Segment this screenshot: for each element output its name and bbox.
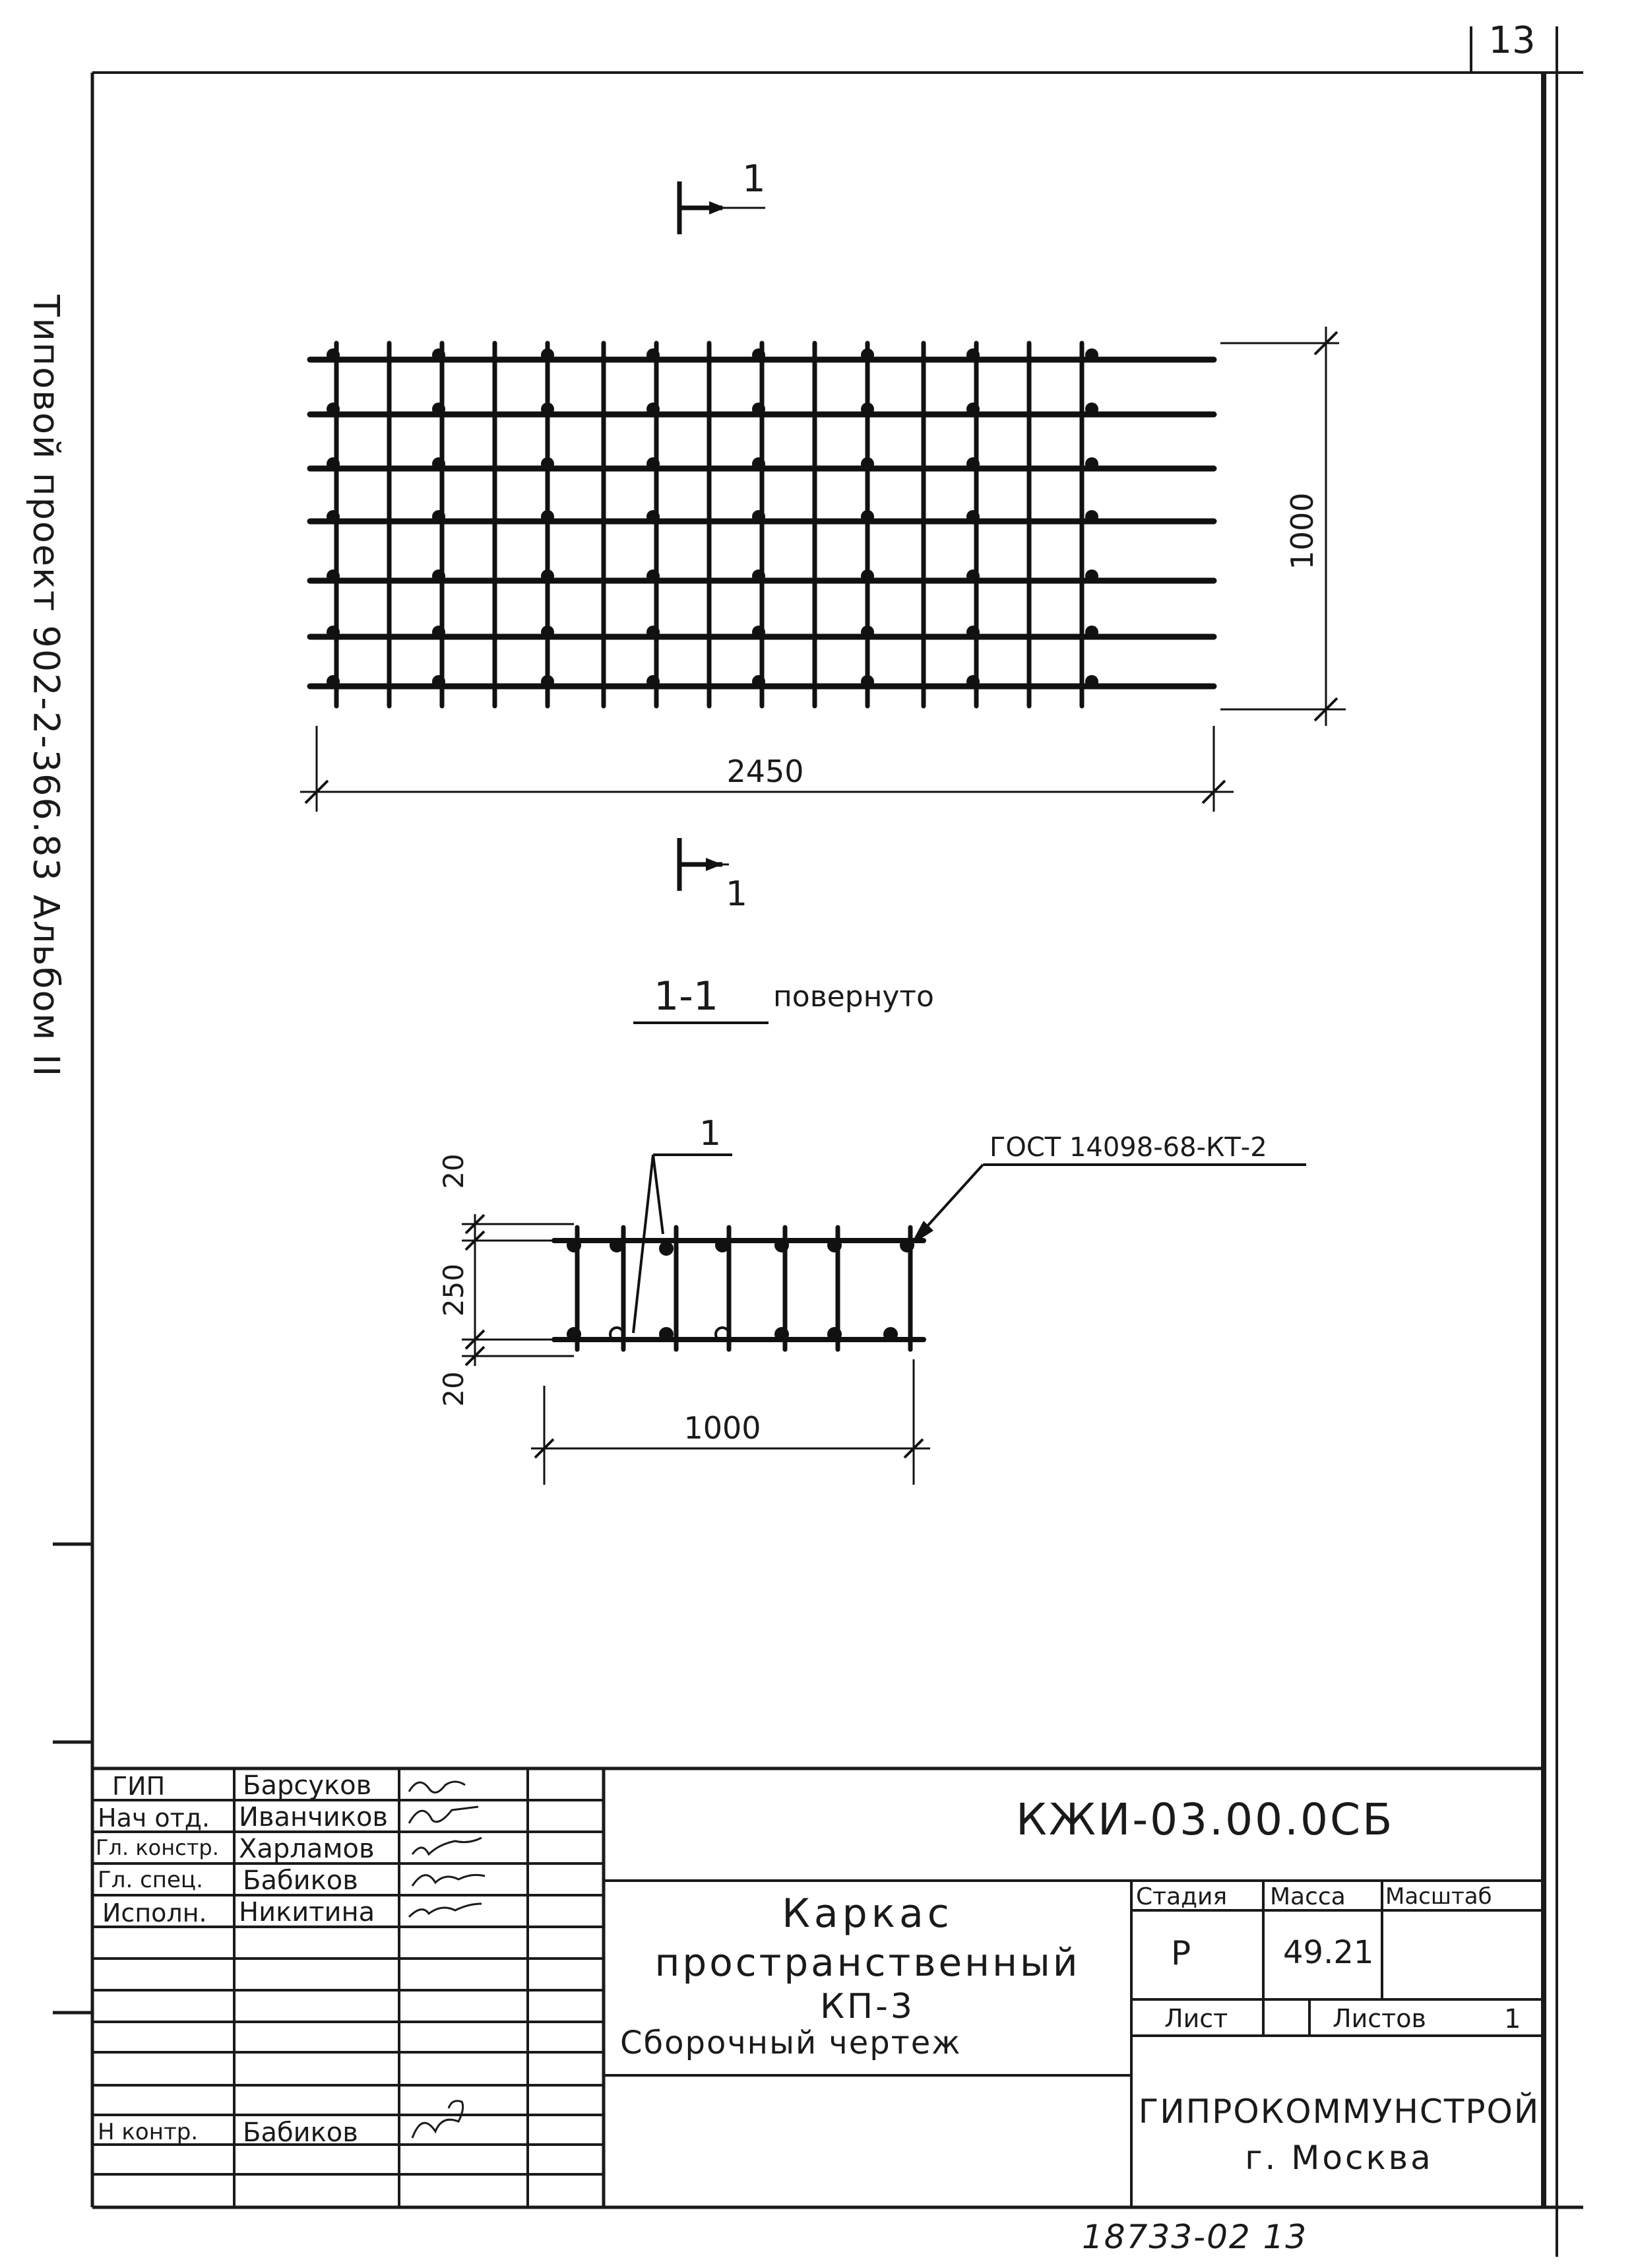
section-dimension-top: 20 bbox=[437, 1153, 470, 1189]
section-mark-bottom-label: 1 bbox=[726, 874, 748, 914]
signature-name: Никитина bbox=[239, 1897, 375, 1928]
title-line-3: КП-3 bbox=[820, 1987, 915, 2026]
section-callout-gost bbox=[910, 1165, 1306, 1245]
organization-name: ГИПРОКОММУНСТРОЙ bbox=[1138, 2092, 1540, 2131]
plan-dimension-length-value: 2450 bbox=[726, 754, 804, 789]
plan-dimension-width-value: 1000 bbox=[1284, 492, 1320, 570]
section-callout-item-label: 1 bbox=[699, 1114, 722, 1153]
section-dimension-vertical bbox=[462, 1214, 574, 1366]
bottom-stamp: 18733-02 13 bbox=[1082, 2218, 1308, 2256]
section-dimension-middle: 250 bbox=[437, 1263, 470, 1317]
document-code: КЖИ-03.00.0СБ bbox=[1016, 1794, 1395, 1845]
side-stamp: Типовой проект 902-2-366.83 Альбом II bbox=[25, 294, 67, 1078]
organization-city: г. Москва bbox=[1245, 2139, 1433, 2177]
title-line-2: пространственный bbox=[654, 1940, 1081, 1985]
section-mark-top-label: 1 bbox=[742, 158, 766, 201]
stage-value: Р bbox=[1171, 1934, 1191, 1972]
header-mass: Масса bbox=[1270, 1883, 1346, 1910]
signature-role: Н контр. bbox=[98, 2119, 199, 2145]
section-frame bbox=[554, 1227, 924, 1349]
header-scale: Масштаб bbox=[1385, 1883, 1492, 1910]
section-dimension-bottom: 20 bbox=[437, 1371, 470, 1407]
section-callout-gost-label: ГОСТ 14098-68-КТ-2 bbox=[990, 1132, 1267, 1163]
sheets-label: Листов bbox=[1333, 2004, 1426, 2033]
signature-name: Барсуков bbox=[243, 1770, 372, 1801]
signature-role: Гл. спец. bbox=[98, 1867, 203, 1893]
sheet-label: Лист bbox=[1164, 2004, 1228, 2033]
signature-name: Бабиков bbox=[243, 1865, 358, 1896]
section-title-note: повернуто bbox=[773, 980, 934, 1014]
header-stage: Стадия bbox=[1136, 1883, 1228, 1910]
signature-role: Гл. констр. bbox=[96, 1835, 219, 1860]
signature-role: ГИП bbox=[112, 1772, 166, 1801]
signature-role: Нач отд. bbox=[98, 1803, 210, 1832]
sheets-value: 1 bbox=[1504, 2004, 1521, 2034]
page-number: 13 bbox=[1488, 19, 1536, 62]
signature-role: Исполн. bbox=[102, 1898, 207, 1928]
signature-name: Бабиков bbox=[243, 2118, 358, 2148]
signature-name: Иванчиков bbox=[239, 1802, 388, 1832]
plan-mesh bbox=[310, 343, 1214, 706]
section-title-number: 1-1 bbox=[654, 973, 718, 1020]
signature-name: Харламов bbox=[239, 1834, 375, 1864]
plan-dimension-width bbox=[1220, 327, 1346, 726]
section-dimension-width: 1000 bbox=[683, 1410, 761, 1446]
title-line-1: Каркас bbox=[782, 1891, 953, 1937]
section-mark-bottom bbox=[679, 838, 729, 891]
mass-value: 49.21 bbox=[1283, 1934, 1374, 1971]
title-line-4: Сборочный чертеж bbox=[620, 2025, 962, 2061]
